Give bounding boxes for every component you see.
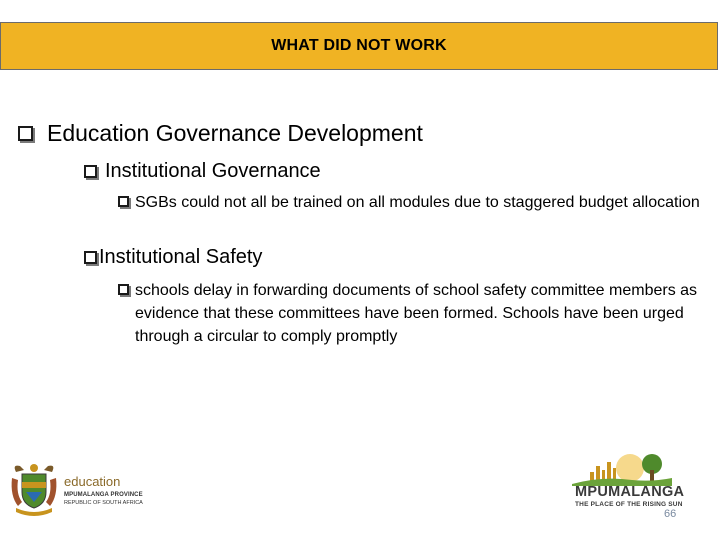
province-label: MPUMALANGA PROVINCE xyxy=(64,492,143,498)
item-text-governance: SGBs could not all be trained on all modules due to staggered budget allocation xyxy=(135,194,700,211)
section-title-safety: Institutional Safety xyxy=(99,246,263,268)
education-logo xyxy=(8,462,158,516)
republic-label: REPUBLIC OF SOUTH AFRICA xyxy=(64,500,143,506)
item-bullet xyxy=(118,279,708,348)
mpumalanga-tagline: THE PLACE OF THE RISING SUN xyxy=(575,501,683,508)
section-bullet xyxy=(84,160,321,183)
section-title-governance: Institutional Governance xyxy=(105,160,321,182)
education-word: education xyxy=(64,474,121,489)
mpumalanga-wordmark: MPUMALANGA xyxy=(575,484,685,500)
checkbox-bullet-icon xyxy=(18,126,33,141)
item-bullet xyxy=(118,191,708,214)
page-number: 66 xyxy=(664,508,677,520)
slide-title-bar xyxy=(0,22,718,70)
heading-bullet xyxy=(18,120,423,147)
rising-sun-landscape-icon xyxy=(572,450,672,486)
checkbox-bullet-icon xyxy=(84,251,97,264)
mpumalanga-logo xyxy=(572,450,700,512)
main-heading: Education Governance Development xyxy=(47,120,423,146)
checkbox-bullet-icon xyxy=(118,284,129,295)
checkbox-bullet-icon xyxy=(84,165,97,178)
item-text-safety: schools delay in forwarding documents of school safety committee members as evidence that these committees have been formed. Schools have been urged through a circular to comply promptly xyxy=(135,282,698,345)
section-bullet xyxy=(84,246,262,269)
slide-title: WHAT DID NOT WORK xyxy=(271,37,447,54)
coat-of-arms-icon xyxy=(8,462,60,516)
checkbox-bullet-icon xyxy=(118,196,129,207)
